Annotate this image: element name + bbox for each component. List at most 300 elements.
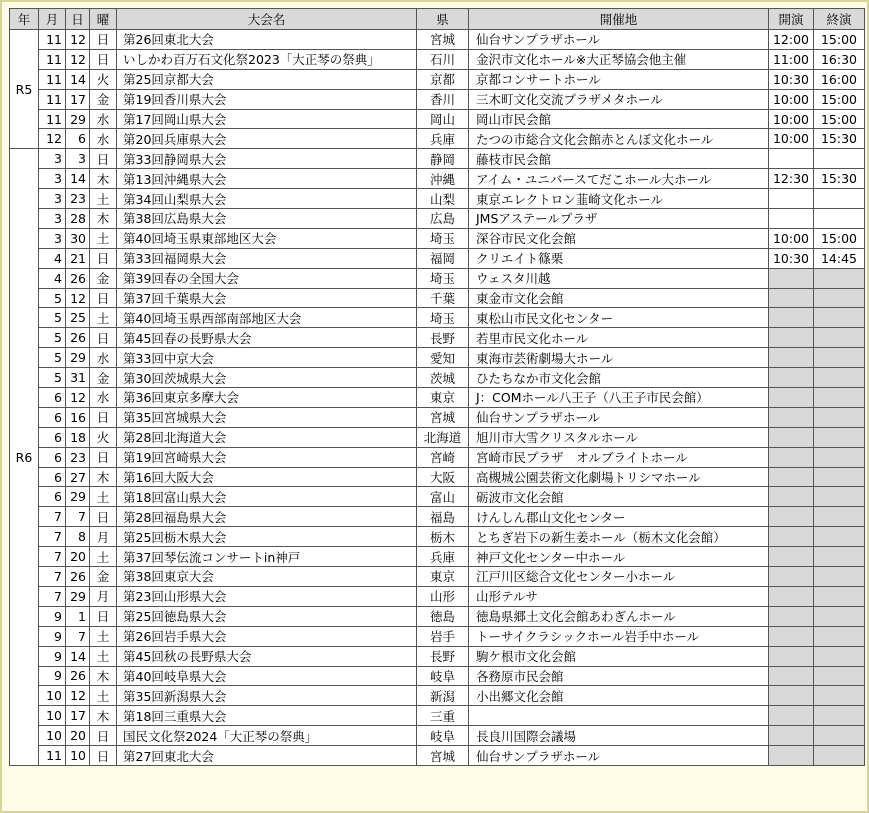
event-name-cell: 第37回琴伝流コンサートin神戸	[117, 547, 417, 567]
start-time-cell	[769, 746, 814, 766]
venue-cell: 三木町文化交流プラザメタホール	[469, 89, 769, 109]
event-name-cell: 第17回岡山県大会	[117, 109, 417, 129]
end-time-cell	[814, 527, 865, 547]
day-cell: 29	[66, 348, 90, 368]
day-cell: 14	[66, 69, 90, 89]
start-time-cell: 10:00	[769, 89, 814, 109]
weekday-cell: 土	[90, 189, 117, 209]
prefecture-cell: 宮城	[417, 30, 469, 50]
weekday-cell: 木	[90, 706, 117, 726]
end-time-cell	[814, 467, 865, 487]
month-cell: 11	[39, 109, 66, 129]
month-header: 月	[39, 9, 66, 30]
month-cell: 5	[39, 308, 66, 328]
day-cell: 10	[66, 746, 90, 766]
day-cell: 7	[66, 507, 90, 527]
month-cell: 7	[39, 507, 66, 527]
day-cell: 26	[66, 666, 90, 686]
start-time-cell	[769, 447, 814, 467]
end-time-cell	[814, 388, 865, 408]
year-cell: R6	[10, 149, 39, 766]
venue-cell: JMSアステールプラザ	[469, 209, 769, 229]
prefecture-cell: 岐阜	[417, 726, 469, 746]
header-row	[10, 9, 865, 30]
prefecture-cell: 石川	[417, 49, 469, 69]
end-time-cell	[814, 427, 865, 447]
month-cell: 6	[39, 407, 66, 427]
start-time-cell	[769, 467, 814, 487]
venue-cell: 東京エレクトロン韮崎文化ホール	[469, 189, 769, 209]
table-row	[10, 447, 865, 467]
end-time-cell: 16:00	[814, 69, 865, 89]
start-time-cell	[769, 726, 814, 746]
start-time-cell	[769, 646, 814, 666]
day-cell: 23	[66, 189, 90, 209]
venue-cell: 長良川国際会議場	[469, 726, 769, 746]
venue-cell: 高槻城公園芸術文化劇場トリシマホール	[469, 467, 769, 487]
month-cell: 12	[39, 129, 66, 149]
day-cell: 18	[66, 427, 90, 447]
venue-cell: 駒ケ根市文化会館	[469, 646, 769, 666]
end-time-cell	[814, 666, 865, 686]
prefecture-cell: 茨城	[417, 368, 469, 388]
end-time-cell	[814, 209, 865, 229]
month-cell: 7	[39, 567, 66, 587]
start-time-cell	[769, 487, 814, 507]
start-time-cell	[769, 368, 814, 388]
day-cell: 14	[66, 169, 90, 189]
event-name-cell: 第40回埼玉県東部地区大会	[117, 228, 417, 248]
weekday-cell: 土	[90, 487, 117, 507]
venue-cell: とちぎ岩下の新生姜ホール（栃木文化会館）	[469, 527, 769, 547]
event-name-cell: 第28回北海道大会	[117, 427, 417, 447]
prefecture-cell: 岡山	[417, 109, 469, 129]
start-time-cell	[769, 288, 814, 308]
end-time-cell	[814, 606, 865, 626]
day-cell: 30	[66, 228, 90, 248]
end-time-cell: 16:30	[814, 49, 865, 69]
month-cell: 3	[39, 209, 66, 229]
weekday-cell: 土	[90, 547, 117, 567]
weekday-cell: 日	[90, 49, 117, 69]
weekday-cell: 土	[90, 686, 117, 706]
day-cell: 20	[66, 547, 90, 567]
start-time-cell	[769, 149, 814, 169]
venue-cell: 東海市芸術劇場大ホール	[469, 348, 769, 368]
venue-cell: 深谷市民文化会館	[469, 228, 769, 248]
month-cell: 3	[39, 189, 66, 209]
end-time-cell	[814, 547, 865, 567]
venue-cell: 仙台サンプラザホール	[469, 746, 769, 766]
end-time-cell	[814, 189, 865, 209]
table-row	[10, 348, 865, 368]
prefecture-cell: 東京	[417, 567, 469, 587]
weekday-cell: 木	[90, 467, 117, 487]
weekday-cell: 水	[90, 388, 117, 408]
event-name-cell: 第39回春の全国大会	[117, 268, 417, 288]
venue-cell: けんしん郡山文化センター	[469, 507, 769, 527]
table-row	[10, 169, 865, 189]
month-cell: 7	[39, 586, 66, 606]
table-row	[10, 467, 865, 487]
month-cell: 7	[39, 547, 66, 567]
end-time-cell	[814, 288, 865, 308]
weekday-header: 曜	[90, 9, 117, 30]
month-cell: 6	[39, 487, 66, 507]
event-name-cell: 第38回広島県大会	[117, 209, 417, 229]
venue-cell: トーサイクラシックホール岩手中ホール	[469, 626, 769, 646]
day-cell: 12	[66, 30, 90, 50]
venue-cell: 神戸文化センター中ホール	[469, 547, 769, 567]
day-cell: 1	[66, 606, 90, 626]
table-row	[10, 567, 865, 587]
month-cell: 11	[39, 49, 66, 69]
day-header: 日	[66, 9, 90, 30]
venue-cell: 仙台サンプラザホール	[469, 30, 769, 50]
start-time-cell: 12:30	[769, 169, 814, 189]
day-cell: 25	[66, 308, 90, 328]
prefecture-cell: 長野	[417, 328, 469, 348]
weekday-cell: 木	[90, 209, 117, 229]
prefecture-cell: 静岡	[417, 149, 469, 169]
month-cell: 5	[39, 288, 66, 308]
day-cell: 28	[66, 209, 90, 229]
weekday-cell: 日	[90, 726, 117, 746]
start-time-cell	[769, 586, 814, 606]
event-name-cell: 第45回秋の長野県大会	[117, 646, 417, 666]
table-row	[10, 487, 865, 507]
table-row	[10, 726, 865, 746]
end-time-cell	[814, 348, 865, 368]
end-time-cell: 15:00	[814, 228, 865, 248]
day-cell: 12	[66, 388, 90, 408]
prefecture-cell: 埼玉	[417, 308, 469, 328]
day-cell: 17	[66, 706, 90, 726]
event-name-cell: 第38回東京大会	[117, 567, 417, 587]
month-cell: 9	[39, 626, 66, 646]
table-row	[10, 30, 865, 50]
event-name-cell: 第19回香川県大会	[117, 89, 417, 109]
day-cell: 17	[66, 89, 90, 109]
event-name-cell: 第26回東北大会	[117, 30, 417, 50]
start-time-cell	[769, 567, 814, 587]
end-time-cell	[814, 567, 865, 587]
start-time-cell	[769, 189, 814, 209]
venue-cell: 京都コンサートホール	[469, 69, 769, 89]
weekday-cell: 土	[90, 626, 117, 646]
start-time-cell	[769, 706, 814, 726]
table-row	[10, 49, 865, 69]
weekday-cell: 日	[90, 288, 117, 308]
prefecture-header: 県	[417, 9, 469, 30]
prefecture-cell: 岐阜	[417, 666, 469, 686]
table-row	[10, 268, 865, 288]
month-cell: 10	[39, 726, 66, 746]
end-time-cell: 14:45	[814, 248, 865, 268]
event-name-cell: 第19回宮崎県大会	[117, 447, 417, 467]
start-time-cell: 10:00	[769, 129, 814, 149]
prefecture-cell: 香川	[417, 89, 469, 109]
end-time-cell	[814, 586, 865, 606]
day-cell: 16	[66, 407, 90, 427]
venue-cell: アイム・ユニバースてだこホール大ホール	[469, 169, 769, 189]
table-row	[10, 746, 865, 766]
month-cell: 3	[39, 169, 66, 189]
month-cell: 5	[39, 328, 66, 348]
day-cell: 8	[66, 527, 90, 547]
table-row	[10, 89, 865, 109]
start-time-cell	[769, 666, 814, 686]
day-cell: 7	[66, 626, 90, 646]
start-time-cell	[769, 268, 814, 288]
month-cell: 5	[39, 368, 66, 388]
weekday-cell: 木	[90, 666, 117, 686]
table-row	[10, 407, 865, 427]
day-cell: 26	[66, 268, 90, 288]
venue-cell: 江戸川区総合文化センター小ホール	[469, 567, 769, 587]
month-cell: 3	[39, 149, 66, 169]
end-time-cell: 15:00	[814, 30, 865, 50]
weekday-cell: 日	[90, 746, 117, 766]
table-row	[10, 547, 865, 567]
start-time-cell	[769, 686, 814, 706]
prefecture-cell: 広島	[417, 209, 469, 229]
prefecture-cell: 山形	[417, 586, 469, 606]
month-cell: 4	[39, 268, 66, 288]
start-time-cell: 11:00	[769, 49, 814, 69]
event-name-cell: 第25回栃木県大会	[117, 527, 417, 547]
start-time-cell	[769, 527, 814, 547]
prefecture-cell: 東京	[417, 388, 469, 408]
day-cell: 14	[66, 646, 90, 666]
event-name-cell: 第35回宮城県大会	[117, 407, 417, 427]
weekday-cell: 月	[90, 586, 117, 606]
month-cell: 6	[39, 427, 66, 447]
table-row	[10, 586, 865, 606]
end-time-cell	[814, 487, 865, 507]
start-time-cell	[769, 547, 814, 567]
event-name-cell: 第45回春の長野県大会	[117, 328, 417, 348]
table-row	[10, 606, 865, 626]
weekday-cell: 金	[90, 567, 117, 587]
event-name-cell: 第25回京都大会	[117, 69, 417, 89]
event-name-cell: いしかわ百万石文化祭2023「大正琴の祭典」	[117, 49, 417, 69]
weekday-cell: 土	[90, 646, 117, 666]
end-time-cell	[814, 686, 865, 706]
month-cell: 10	[39, 686, 66, 706]
start-time-cell: 10:30	[769, 69, 814, 89]
weekday-cell: 日	[90, 328, 117, 348]
weekday-cell: 水	[90, 129, 117, 149]
table-row	[10, 626, 865, 646]
start-time-cell	[769, 348, 814, 368]
event-name-cell: 第40回埼玉県西部南部地区大会	[117, 308, 417, 328]
table-row	[10, 646, 865, 666]
venue-cell: 岡山市民会館	[469, 109, 769, 129]
venue-cell: 仙台サンプラザホール	[469, 407, 769, 427]
prefecture-cell: 兵庫	[417, 129, 469, 149]
venue-cell: 旭川市大雪クリスタルホール	[469, 427, 769, 447]
day-cell: 27	[66, 467, 90, 487]
end-time-cell	[814, 328, 865, 348]
start-time-cell	[769, 507, 814, 527]
event-name-cell: 第27回東北大会	[117, 746, 417, 766]
table-row	[10, 149, 865, 169]
weekday-cell: 日	[90, 407, 117, 427]
event-name-cell: 国民文化祭2024「大正琴の祭典」	[117, 726, 417, 746]
event-name-cell: 第26回岩手県大会	[117, 626, 417, 646]
start-time-cell: 10:30	[769, 248, 814, 268]
month-cell: 11	[39, 746, 66, 766]
table-row	[10, 288, 865, 308]
event-name-cell: 第40回岐阜県大会	[117, 666, 417, 686]
venue-cell: ウェスタ川越	[469, 268, 769, 288]
end-time-cell	[814, 149, 865, 169]
weekday-cell: 日	[90, 248, 117, 268]
prefecture-cell: 富山	[417, 487, 469, 507]
end-time-cell: 15:30	[814, 169, 865, 189]
table-row	[10, 368, 865, 388]
venue-cell: 各務原市民会館	[469, 666, 769, 686]
month-cell: 10	[39, 706, 66, 726]
weekday-cell: 日	[90, 606, 117, 626]
table-row	[10, 527, 865, 547]
venue-cell: 山形テルサ	[469, 586, 769, 606]
table-row	[10, 388, 865, 408]
end-time-cell	[814, 308, 865, 328]
event-name-cell: 第30回茨城県大会	[117, 368, 417, 388]
end-time-cell	[814, 447, 865, 467]
event-name-cell: 第18回三重県大会	[117, 706, 417, 726]
event-name-cell: 第37回千葉県大会	[117, 288, 417, 308]
end-time-cell	[814, 368, 865, 388]
year-header: 年	[10, 9, 39, 30]
prefecture-cell: 兵庫	[417, 547, 469, 567]
end-time-cell	[814, 268, 865, 288]
weekday-cell: 日	[90, 507, 117, 527]
end-time-cell	[814, 726, 865, 746]
event-name-cell: 第34回山梨県大会	[117, 189, 417, 209]
day-cell: 29	[66, 109, 90, 129]
start-time-cell: 10:00	[769, 228, 814, 248]
prefecture-cell: 長野	[417, 646, 469, 666]
prefecture-cell: 宮崎	[417, 447, 469, 467]
venue-cell: 東松山市民文化センター	[469, 308, 769, 328]
venue-cell: 砺波市文化会館	[469, 487, 769, 507]
table-body	[10, 30, 865, 766]
venue-cell: 東金市文化会館	[469, 288, 769, 308]
weekday-cell: 水	[90, 348, 117, 368]
table-row	[10, 328, 865, 348]
month-cell: 6	[39, 388, 66, 408]
prefecture-cell: 千葉	[417, 288, 469, 308]
event-name-cell: 第28回福島県大会	[117, 507, 417, 527]
weekday-cell: 金	[90, 268, 117, 288]
end-time-cell	[814, 507, 865, 527]
start-time-header: 開演	[769, 9, 814, 30]
day-cell: 20	[66, 726, 90, 746]
event-name-cell: 第13回沖縄県大会	[117, 169, 417, 189]
prefecture-cell: 宮城	[417, 407, 469, 427]
day-cell: 6	[66, 129, 90, 149]
prefecture-cell: 埼玉	[417, 268, 469, 288]
start-time-cell	[769, 209, 814, 229]
event-name-cell: 第16回大阪大会	[117, 467, 417, 487]
weekday-cell: 木	[90, 169, 117, 189]
venue-cell: 藤枝市民会館	[469, 149, 769, 169]
weekday-cell: 日	[90, 447, 117, 467]
month-cell: 3	[39, 228, 66, 248]
weekday-cell: 水	[90, 109, 117, 129]
month-cell: 11	[39, 69, 66, 89]
start-time-cell: 12:00	[769, 30, 814, 50]
event-name-cell: 第20回兵庫県大会	[117, 129, 417, 149]
table-row	[10, 109, 865, 129]
weekday-cell: 金	[90, 89, 117, 109]
weekday-cell: 日	[90, 30, 117, 50]
event-name-cell: 第36回東京多摩大会	[117, 388, 417, 408]
weekday-cell: 土	[90, 308, 117, 328]
start-time-cell	[769, 427, 814, 447]
month-cell: 11	[39, 89, 66, 109]
month-cell: 5	[39, 348, 66, 368]
weekday-cell: 日	[90, 149, 117, 169]
prefecture-cell: 愛知	[417, 348, 469, 368]
table-row	[10, 686, 865, 706]
start-time-cell	[769, 626, 814, 646]
venue-cell: クリエイト篠栗	[469, 248, 769, 268]
end-time-cell	[814, 407, 865, 427]
prefecture-cell: 北海道	[417, 427, 469, 447]
end-time-cell: 15:00	[814, 89, 865, 109]
table-row	[10, 189, 865, 209]
table-row	[10, 129, 865, 149]
start-time-cell	[769, 388, 814, 408]
event-name-cell: 第33回福岡県大会	[117, 248, 417, 268]
prefecture-cell: 京都	[417, 69, 469, 89]
month-cell: 4	[39, 248, 66, 268]
weekday-cell: 月	[90, 527, 117, 547]
event-name-cell: 第25回徳島県大会	[117, 606, 417, 626]
start-time-cell	[769, 328, 814, 348]
table-row	[10, 248, 865, 268]
day-cell: 12	[66, 686, 90, 706]
day-cell: 29	[66, 586, 90, 606]
venue-cell: 宮崎市民プラザ オルブライトホール	[469, 447, 769, 467]
prefecture-cell: 埼玉	[417, 228, 469, 248]
end-time-cell: 15:00	[814, 109, 865, 129]
prefecture-cell: 大阪	[417, 467, 469, 487]
end-time-header: 終演	[814, 9, 865, 30]
month-cell: 9	[39, 606, 66, 626]
day-cell: 26	[66, 328, 90, 348]
start-time-cell	[769, 606, 814, 626]
venue-cell: たつの市総合文化会館赤とんぼ文化ホール	[469, 129, 769, 149]
end-time-cell: 15:30	[814, 129, 865, 149]
event-name-cell: 第33回中京大会	[117, 348, 417, 368]
month-cell: 11	[39, 30, 66, 50]
month-cell: 6	[39, 447, 66, 467]
prefecture-cell: 栃木	[417, 527, 469, 547]
day-cell: 12	[66, 288, 90, 308]
weekday-cell: 火	[90, 427, 117, 447]
venue-cell: 徳島県郷土文化会館あわぎんホール	[469, 606, 769, 626]
event-name-cell: 第33回静岡県大会	[117, 149, 417, 169]
day-cell: 23	[66, 447, 90, 467]
prefecture-cell: 福岡	[417, 248, 469, 268]
table-row	[10, 228, 865, 248]
month-cell: 9	[39, 666, 66, 686]
